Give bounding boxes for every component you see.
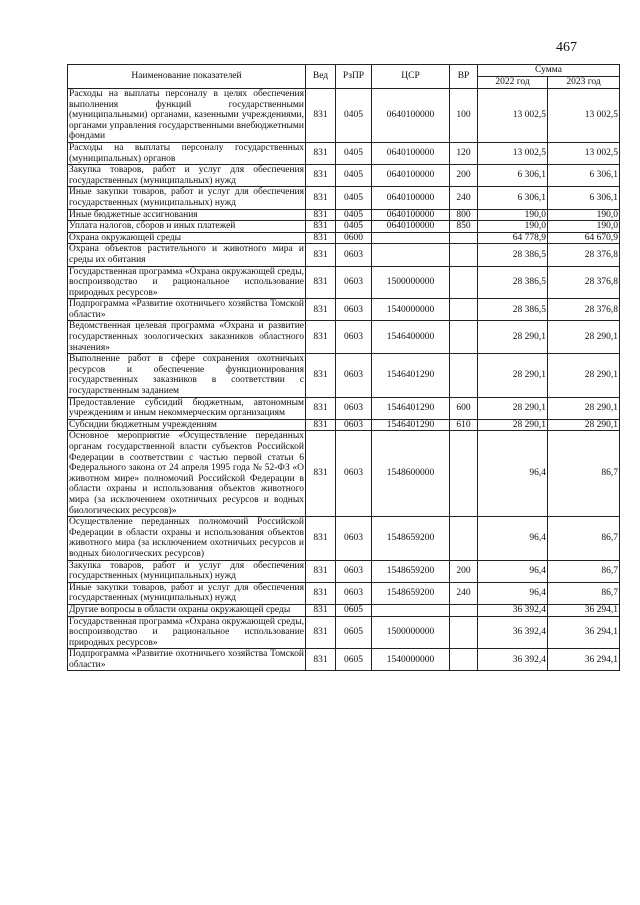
table-row — [68, 560, 620, 582]
cell-ved: 831 — [306, 604, 336, 616]
cell-vr: 850 — [450, 221, 478, 233]
cell-ved: 831 — [306, 232, 336, 244]
table-row — [68, 221, 620, 233]
cell-rzpr: 0605 — [336, 649, 372, 671]
table-row — [68, 321, 620, 354]
cell-csr — [372, 232, 450, 244]
cell-name: Выполнение работ в сфере сохранения охотничьих ресурсов и обеспечение функционирования государственных заказников в соответствии с государственным заданием — [69, 354, 304, 397]
table-row — [68, 582, 620, 604]
cell-rzpr: 0405 — [336, 89, 372, 143]
cell-ved: 831 — [306, 299, 336, 321]
cell-rzpr: 0405 — [336, 165, 372, 187]
cell-ved: 831 — [306, 431, 336, 517]
cell-rzpr: 0603 — [336, 397, 372, 419]
cell-2022: 96,4 — [478, 582, 548, 604]
cell-name: Подпрограмма «Развитие охотничьего хозяйства Томской области» — [69, 299, 304, 320]
cell-ved: 831 — [306, 266, 336, 299]
cell-vr: 610 — [450, 419, 478, 431]
cell-2022: 28 386,5 — [478, 299, 548, 321]
header-sum: Сумма — [478, 65, 620, 77]
cell-ved: 831 — [306, 582, 336, 604]
cell-csr: 1500000000 — [372, 266, 450, 299]
cell-vr: 100 — [450, 89, 478, 143]
cell-2022: 28 290,1 — [478, 354, 548, 397]
cell-ved: 831 — [306, 517, 336, 560]
cell-csr: 1546401290 — [372, 354, 450, 397]
cell-rzpr: 0603 — [336, 419, 372, 431]
cell-name: Уплата налогов, сборов и иных платежей — [68, 221, 306, 233]
cell-2022: 6 306,1 — [478, 165, 548, 187]
table-row — [68, 244, 620, 266]
table-header — [68, 65, 620, 89]
cell-name: Закупка товаров, работ и услуг для обеспечения государственных (муниципальных) нужд — [69, 560, 304, 582]
header-rzpr: РзПР — [336, 65, 372, 89]
cell-name: Расходы на выплаты персоналу государственных (муниципальных) органов — [69, 142, 304, 164]
cell-ved: 831 — [306, 616, 336, 649]
cell-2023: 28 290,1 — [548, 354, 620, 397]
cell-rzpr: 0603 — [336, 266, 372, 299]
table-row — [68, 419, 620, 431]
header-csr: ЦСР — [372, 65, 450, 89]
cell-2022: 190,0 — [478, 221, 548, 233]
cell-rzpr: 0603 — [336, 354, 372, 397]
cell-2022: 36 392,4 — [478, 616, 548, 649]
cell-ved: 831 — [306, 397, 336, 419]
cell-csr — [372, 244, 450, 266]
cell-vr: 240 — [450, 582, 478, 604]
cell-2022: 13 002,5 — [478, 142, 548, 164]
header-year-2022: 2022 год — [478, 77, 548, 89]
page-number: 467 — [556, 40, 577, 55]
cell-2022: 64 778,9 — [478, 232, 548, 244]
cell-ved: 831 — [306, 142, 336, 164]
cell-name: Предоставление субсидий бюджетным, автономным учреждениям и иным некоммерческим организациям — [69, 397, 304, 419]
cell-2023: 36 294,1 — [548, 616, 620, 649]
cell-2022: 36 392,4 — [478, 604, 548, 616]
cell-csr: 1548600000 — [372, 431, 450, 517]
cell-vr — [450, 299, 478, 321]
cell-rzpr: 0605 — [336, 616, 372, 649]
cell-2023: 28 376,8 — [548, 299, 620, 321]
cell-csr: 0640100000 — [372, 187, 450, 209]
cell-vr: 120 — [450, 142, 478, 164]
cell-csr: 0640100000 — [372, 165, 450, 187]
cell-csr — [372, 604, 450, 616]
table-row — [68, 299, 620, 321]
cell-rzpr: 0605 — [336, 604, 372, 616]
cell-2022: 96,4 — [478, 517, 548, 560]
cell-name: Ведомственная целевая программа «Охрана и развитие государственных зоологических заказников областного значения» — [69, 321, 304, 353]
cell-vr: 200 — [450, 560, 478, 582]
cell-vr — [450, 517, 478, 560]
cell-vr — [450, 244, 478, 266]
cell-name: Иные закупки товаров, работ и услуг для обеспечения государственных (муниципальных) нужд — [69, 187, 304, 208]
cell-rzpr: 0603 — [336, 244, 372, 266]
cell-vr: 800 — [450, 209, 478, 221]
cell-2023: 86,7 — [548, 582, 620, 604]
cell-vr — [450, 354, 478, 397]
table-row — [68, 142, 620, 164]
cell-csr: 1546401290 — [372, 419, 450, 431]
budget-table — [67, 64, 620, 671]
cell-csr: 0640100000 — [372, 209, 450, 221]
cell-csr: 1540000000 — [372, 649, 450, 671]
cell-2023: 36 294,1 — [548, 649, 620, 671]
cell-csr: 1548659200 — [372, 517, 450, 560]
cell-rzpr: 0405 — [336, 187, 372, 209]
cell-2023: 13 002,5 — [548, 142, 620, 164]
header-year-2023: 2023 год — [548, 77, 620, 89]
table-row — [68, 649, 620, 671]
cell-ved: 831 — [306, 321, 336, 354]
cell-2023: 28 376,8 — [548, 244, 620, 266]
cell-name: Государственная программа «Охрана окружающей среды, воспроизводство и рациональное использование природных ресурсов» — [69, 266, 304, 298]
cell-name: Охрана объектов растительного и животного мира и среды их обитания — [69, 244, 304, 265]
cell-csr: 1548659200 — [372, 560, 450, 582]
table-row — [68, 266, 620, 299]
cell-2023: 86,7 — [548, 431, 620, 517]
cell-name: Субсидии бюджетным учреждениям — [68, 419, 306, 431]
cell-ved: 831 — [306, 419, 336, 431]
cell-rzpr: 0603 — [336, 517, 372, 560]
table-row — [68, 517, 620, 560]
cell-ved: 831 — [306, 209, 336, 221]
cell-2022: 190,0 — [478, 209, 548, 221]
table-row — [68, 431, 620, 517]
cell-2022: 28 290,1 — [478, 419, 548, 431]
cell-ved: 831 — [306, 244, 336, 266]
cell-2023: 28 290,1 — [548, 397, 620, 419]
cell-2023: 86,7 — [548, 560, 620, 582]
cell-rzpr: 0603 — [336, 582, 372, 604]
cell-vr — [450, 431, 478, 517]
cell-name: Государственная программа «Охрана окружающей среды, воспроизводство и рациональное использование природных ресурсов» — [69, 616, 304, 648]
cell-ved: 831 — [306, 560, 336, 582]
cell-ved: 831 — [306, 649, 336, 671]
cell-2022: 6 306,1 — [478, 187, 548, 209]
table-row — [68, 354, 620, 397]
cell-vr — [450, 604, 478, 616]
cell-2022: 28 290,1 — [478, 397, 548, 419]
cell-2022: 36 392,4 — [478, 649, 548, 671]
cell-rzpr: 0405 — [336, 209, 372, 221]
cell-2023: 6 306,1 — [548, 165, 620, 187]
cell-csr: 1546400000 — [372, 321, 450, 354]
cell-2023: 64 670,9 — [548, 232, 620, 244]
cell-2023: 28 376,8 — [548, 266, 620, 299]
cell-name: Иные бюджетные ассигнования — [68, 209, 306, 221]
cell-rzpr: 0600 — [336, 232, 372, 244]
cell-vr: 200 — [450, 165, 478, 187]
cell-2023: 86,7 — [548, 517, 620, 560]
table-row — [68, 165, 620, 187]
cell-name: Охрана окружающей среды — [68, 232, 306, 244]
table-row — [68, 397, 620, 419]
cell-vr — [450, 232, 478, 244]
cell-ved: 831 — [306, 89, 336, 143]
cell-csr: 0640100000 — [372, 221, 450, 233]
table-row — [68, 604, 620, 616]
table-body — [68, 89, 620, 671]
table-row — [68, 616, 620, 649]
cell-rzpr: 0405 — [336, 142, 372, 164]
cell-name: Закупка товаров, работ и услуг для обеспечения государственных (муниципальных) нужд — [69, 165, 304, 186]
cell-2023: 28 290,1 — [548, 321, 620, 354]
cell-ved: 831 — [306, 221, 336, 233]
cell-2023: 36 294,1 — [548, 604, 620, 616]
cell-2022: 28 386,5 — [478, 266, 548, 299]
cell-rzpr: 0603 — [336, 431, 372, 517]
table-row — [68, 209, 620, 221]
cell-name: Подпрограмма «Развитие охотничьего хозяйства Томской области» — [69, 649, 304, 670]
cell-name: Иные закупки товаров, работ и услуг для обеспечения государственных (муниципальных) нужд — [69, 582, 304, 604]
cell-rzpr: 0603 — [336, 299, 372, 321]
cell-2023: 190,0 — [548, 209, 620, 221]
cell-ved: 831 — [306, 354, 336, 397]
header-vr: ВР — [450, 65, 478, 89]
cell-name: Расходы на выплаты персоналу в целях обеспечения выполнения функций государственными (муниципальными) органами, казенными учреждениями, органами управления государственными внебюджетными фондами — [69, 89, 304, 142]
cell-rzpr: 0405 — [336, 221, 372, 233]
cell-2023: 28 290,1 — [548, 419, 620, 431]
table-row — [68, 187, 620, 209]
cell-name: Другие вопросы в области охраны окружающей среды — [68, 604, 306, 616]
cell-2023: 6 306,1 — [548, 187, 620, 209]
cell-2022: 96,4 — [478, 560, 548, 582]
cell-rzpr: 0603 — [336, 560, 372, 582]
table-row — [68, 89, 620, 143]
cell-rzpr: 0603 — [336, 321, 372, 354]
cell-csr: 1500000000 — [372, 616, 450, 649]
header-name: Наименование показателей — [68, 65, 306, 89]
cell-2022: 28 290,1 — [478, 321, 548, 354]
cell-csr: 1548659200 — [372, 582, 450, 604]
header-ved: Вед — [306, 65, 336, 89]
cell-vr — [450, 649, 478, 671]
cell-2022: 13 002,5 — [478, 89, 548, 143]
cell-vr: 240 — [450, 187, 478, 209]
cell-name: Основное мероприятие «Осуществление переданных органам государственной власти субъектов Российской Федерации в соответствии с частью первой статьи 6 Федерального закона от 24 апреля 1995 года № 52-ФЗ «О животном мире» полномочий Российской Федерации в области охраны и использования объектов животного мира (за исключением охотничьих ресурсов и водных биологических ресурсов)» — [69, 431, 304, 516]
cell-vr — [450, 266, 478, 299]
cell-ved: 831 — [306, 165, 336, 187]
cell-vr — [450, 321, 478, 354]
cell-2023: 13 002,5 — [548, 89, 620, 143]
cell-csr: 0640100000 — [372, 142, 450, 164]
cell-csr: 1540000000 — [372, 299, 450, 321]
cell-2022: 96,4 — [478, 431, 548, 517]
cell-2022: 28 386,5 — [478, 244, 548, 266]
cell-vr: 600 — [450, 397, 478, 419]
cell-name: Осуществление переданных полномочий Российской Федерации в области охраны и использования объектов животного мира (за исключением охотничьих ресурсов и водных биологических ресурсов) — [69, 517, 304, 559]
cell-2023: 190,0 — [548, 221, 620, 233]
cell-csr: 0640100000 — [372, 89, 450, 143]
table-row — [68, 232, 620, 244]
cell-vr — [450, 616, 478, 649]
cell-csr: 1546401290 — [372, 397, 450, 419]
cell-ved: 831 — [306, 187, 336, 209]
